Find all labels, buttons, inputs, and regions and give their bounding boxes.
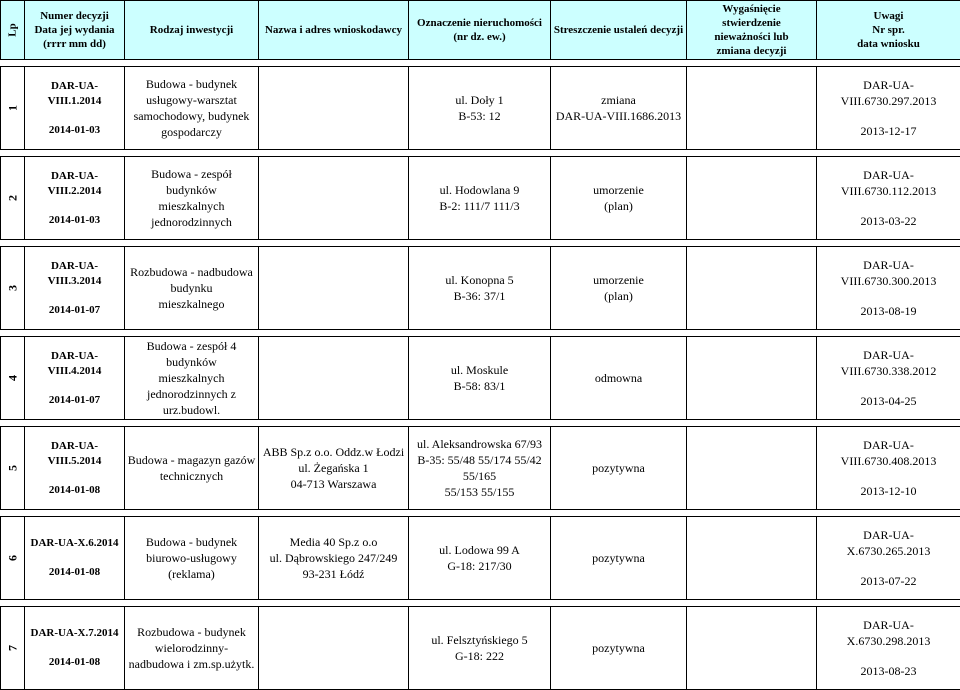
cell-notes (817, 67, 960, 150)
cell-line: ul. Moskule (409, 362, 550, 378)
cell-line: Rozbudowa - budynek wielorodzinny- (125, 624, 258, 656)
cell-lp (1, 67, 25, 150)
cell-notes (817, 427, 960, 510)
application-date: 2013-03-22 (817, 213, 960, 229)
row-spacer (1, 240, 960, 247)
cell-expiry (687, 247, 817, 330)
cell-summary (551, 247, 687, 330)
cell-investment (125, 337, 259, 420)
cell-line: mieszkalnych jednorodzinnych (125, 198, 258, 230)
cell-line: DAR-UA-VIII.1686.2013 (551, 108, 686, 124)
cell-lp (1, 607, 25, 690)
spacer-cell (1, 600, 960, 607)
cell-applicant (259, 607, 409, 690)
cell-line: ul. Żegańska 1 (259, 460, 408, 476)
header-decision: Numer decyzji Data jej wydania (rrrr mm dd) (25, 1, 125, 60)
case-number-line: VIII.6730.297.2013 (817, 93, 960, 109)
cell-decision (25, 607, 125, 690)
cell-investment (125, 607, 259, 690)
cell-line: Budowa - zespół budynków (125, 166, 258, 198)
cell-line: B-2: 111/7 111/3 (409, 198, 550, 214)
row-spacer (1, 60, 960, 67)
cell-decision (25, 157, 125, 240)
row-number: 3 (5, 277, 21, 300)
cell-notes (817, 337, 960, 420)
cell-line: samochodowy, budynek gospodarczy (125, 108, 258, 140)
cell-summary (551, 157, 687, 240)
cell-notes (817, 607, 960, 690)
cell-line: pozytywna (551, 550, 686, 566)
cell-investment (125, 247, 259, 330)
cell-lp (1, 157, 25, 240)
spacer-cell (1, 240, 960, 247)
cell-expiry (687, 67, 817, 150)
row-number: 4 (5, 367, 21, 390)
cell-notes (817, 157, 960, 240)
case-number (817, 347, 960, 379)
cell-decision (25, 337, 125, 420)
application-date: 2013-08-19 (817, 303, 960, 319)
case-number-line: DAR-UA- (817, 617, 960, 633)
cell-applicant (259, 427, 409, 510)
spacer-cell (1, 510, 960, 517)
header-notes: Uwagi Nr spr. data wniosku (817, 1, 960, 60)
table-row (1, 337, 960, 420)
cell-line: B-58: 83/1 (409, 378, 550, 394)
case-number-line: X.6730.265.2013 (817, 543, 960, 559)
cell-lp (1, 517, 25, 600)
cell-line: ul. Dąbrowskiego 247/249 (259, 550, 408, 566)
cell-property (409, 337, 551, 420)
case-number-line: DAR-UA- (817, 257, 960, 273)
cell-expiry (687, 337, 817, 420)
cell-line: G-18: 217/30 (409, 558, 550, 574)
cell-line: B-36: 37/1 (409, 288, 550, 304)
cell-line: odmowna (551, 370, 686, 386)
spacer-cell (1, 150, 960, 157)
cell-line: ul. Doły 1 (409, 92, 550, 108)
application-date: 2013-12-17 (817, 123, 960, 139)
cell-line: G-18: 222 (409, 648, 550, 664)
cell-summary (551, 337, 687, 420)
cell-expiry (687, 517, 817, 600)
cell-investment (125, 427, 259, 510)
table-row (1, 607, 960, 690)
cell-line: ABB Sp.z o.o. Oddz.w Łodzi (259, 444, 408, 460)
case-number-line: DAR-UA- (817, 77, 960, 93)
header-investment: Rodzaj inwestycji (125, 1, 259, 60)
decision-date: 2014-01-07 (25, 303, 124, 318)
cell-applicant (259, 67, 409, 150)
cell-line: ul. Lodowa 99 A (409, 542, 550, 558)
case-number (817, 617, 960, 649)
header-property: Oznaczenie nieruchomości (nr dz. ew.) (409, 1, 551, 60)
header-lp: Lp (1, 1, 25, 60)
decision-number: DAR-UA-VIII.1.2014 (25, 79, 124, 109)
table-row (1, 157, 960, 240)
cell-line: 55/153 55/155 (409, 484, 550, 500)
cell-line: Budowa - budynek usługowy-warsztat (125, 76, 258, 108)
row-spacer (1, 330, 960, 337)
header-expiry: Wygaśnięcie stwierdzenie nieważności lub zmiana decyzji (687, 1, 817, 60)
table-row (1, 67, 960, 150)
cell-property (409, 247, 551, 330)
application-date: 2013-07-22 (817, 573, 960, 589)
cell-line: ul. Hodowlana 9 (409, 182, 550, 198)
cell-property (409, 517, 551, 600)
cell-line: umorzenie (551, 182, 686, 198)
cell-line: urz.budowl. (125, 402, 258, 418)
cell-line: zmiana (551, 92, 686, 108)
cell-investment (125, 67, 259, 150)
decision-number: DAR-UA-VIII.2.2014 (25, 169, 124, 199)
cell-line: (plan) (551, 288, 686, 304)
table-row (1, 247, 960, 330)
row-spacer (1, 600, 960, 607)
case-number-line: X.6730.298.2013 (817, 633, 960, 649)
cell-line: 93-231 Łódź (259, 566, 408, 582)
cell-line: pozytywna (551, 640, 686, 656)
case-number (817, 167, 960, 199)
row-number: 5 (5, 457, 21, 480)
cell-applicant (259, 157, 409, 240)
cell-expiry (687, 157, 817, 240)
cell-line: (plan) (551, 198, 686, 214)
cell-lp (1, 427, 25, 510)
decision-date: 2014-01-08 (25, 483, 124, 498)
cell-line: ul. Aleksandrowska 67/93 (409, 436, 550, 452)
row-spacer (1, 150, 960, 157)
row-number: 7 (5, 637, 21, 660)
cell-line: mieszkalnych jednorodzinnych z (125, 370, 258, 402)
row-spacer (1, 510, 960, 517)
spacer-cell (1, 330, 960, 337)
cell-line: technicznych (125, 468, 258, 484)
cell-line: umorzenie (551, 272, 686, 288)
case-number (817, 437, 960, 469)
cell-decision (25, 427, 125, 510)
cell-property (409, 607, 551, 690)
case-number-line: DAR-UA- (817, 527, 960, 543)
cell-notes (817, 247, 960, 330)
header-summary: Streszczenie ustaleń decyzji (551, 1, 687, 60)
cell-expiry (687, 607, 817, 690)
decision-number: DAR-UA-X.6.2014 (25, 536, 124, 551)
row-number: 2 (5, 187, 21, 210)
row-spacer (1, 420, 960, 427)
cell-applicant (259, 247, 409, 330)
decision-date: 2014-01-03 (25, 213, 124, 228)
cell-summary (551, 607, 687, 690)
decision-number: DAR-UA-VIII.3.2014 (25, 259, 124, 289)
case-number-line: DAR-UA- (817, 347, 960, 363)
cell-line: ul. Konopna 5 (409, 272, 550, 288)
case-number-line: DAR-UA- (817, 437, 960, 453)
cell-line: Budowa - budynek biurowo-usługowy (125, 534, 258, 566)
case-number-line: VIII.6730.338.2012 (817, 363, 960, 379)
application-date: 2013-12-10 (817, 483, 960, 499)
cell-investment (125, 157, 259, 240)
application-date: 2013-08-23 (817, 663, 960, 679)
cell-line: mieszkalnego (125, 296, 258, 312)
cell-lp (1, 337, 25, 420)
cell-summary (551, 517, 687, 600)
case-number (817, 257, 960, 289)
cell-line: Budowa - zespół 4 budynków (125, 338, 258, 370)
cell-decision (25, 247, 125, 330)
application-date: 2013-04-25 (817, 393, 960, 409)
cell-summary (551, 67, 687, 150)
cell-line: ul. Felsztyńskiego 5 (409, 632, 550, 648)
cell-line: pozytywna (551, 460, 686, 476)
decision-number: DAR-UA-X.7.2014 (25, 626, 124, 641)
cell-investment (125, 517, 259, 600)
cell-line: Budowa - magazyn gazów (125, 452, 258, 468)
case-number-line: VIII.6730.300.2013 (817, 273, 960, 289)
case-number-line: VIII.6730.408.2013 (817, 453, 960, 469)
case-number-line: VIII.6730.112.2013 (817, 183, 960, 199)
cell-lp (1, 247, 25, 330)
case-number-line: DAR-UA- (817, 167, 960, 183)
decision-number: DAR-UA-VIII.5.2014 (25, 439, 124, 469)
cell-summary (551, 427, 687, 510)
row-number: 1 (5, 97, 21, 120)
cell-property (409, 427, 551, 510)
row-number: 6 (5, 547, 21, 570)
case-number (817, 77, 960, 109)
cell-expiry (687, 427, 817, 510)
cell-line: (reklama) (125, 566, 258, 582)
cell-property (409, 157, 551, 240)
spacer-cell (1, 60, 960, 67)
table-row (1, 427, 960, 510)
cell-decision (25, 517, 125, 600)
decision-date: 2014-01-08 (25, 565, 124, 580)
header-applicant: Nazwa i adres wnioskodawcy (259, 1, 409, 60)
decision-date: 2014-01-07 (25, 393, 124, 408)
cell-notes (817, 517, 960, 600)
spacer-cell (1, 420, 960, 427)
decision-number: DAR-UA-VIII.4.2014 (25, 349, 124, 379)
decision-date: 2014-01-08 (25, 655, 124, 670)
header-row (1, 1, 960, 60)
cell-line: Media 40 Sp.z o.o (259, 534, 408, 550)
cell-line: nadbudowa i zm.sp.użytk. (125, 656, 258, 672)
decision-date: 2014-01-03 (25, 123, 124, 138)
cell-property (409, 67, 551, 150)
table-row (1, 517, 960, 600)
cell-applicant (259, 337, 409, 420)
cell-line: Rozbudowa - nadbudowa budynku (125, 264, 258, 296)
cell-line: B-53: 12 (409, 108, 550, 124)
cell-line: 04-713 Warszawa (259, 476, 408, 492)
cell-applicant (259, 517, 409, 600)
case-number (817, 527, 960, 559)
cell-decision (25, 67, 125, 150)
cell-line: B-35: 55/48 55/174 55/42 55/165 (409, 452, 550, 484)
